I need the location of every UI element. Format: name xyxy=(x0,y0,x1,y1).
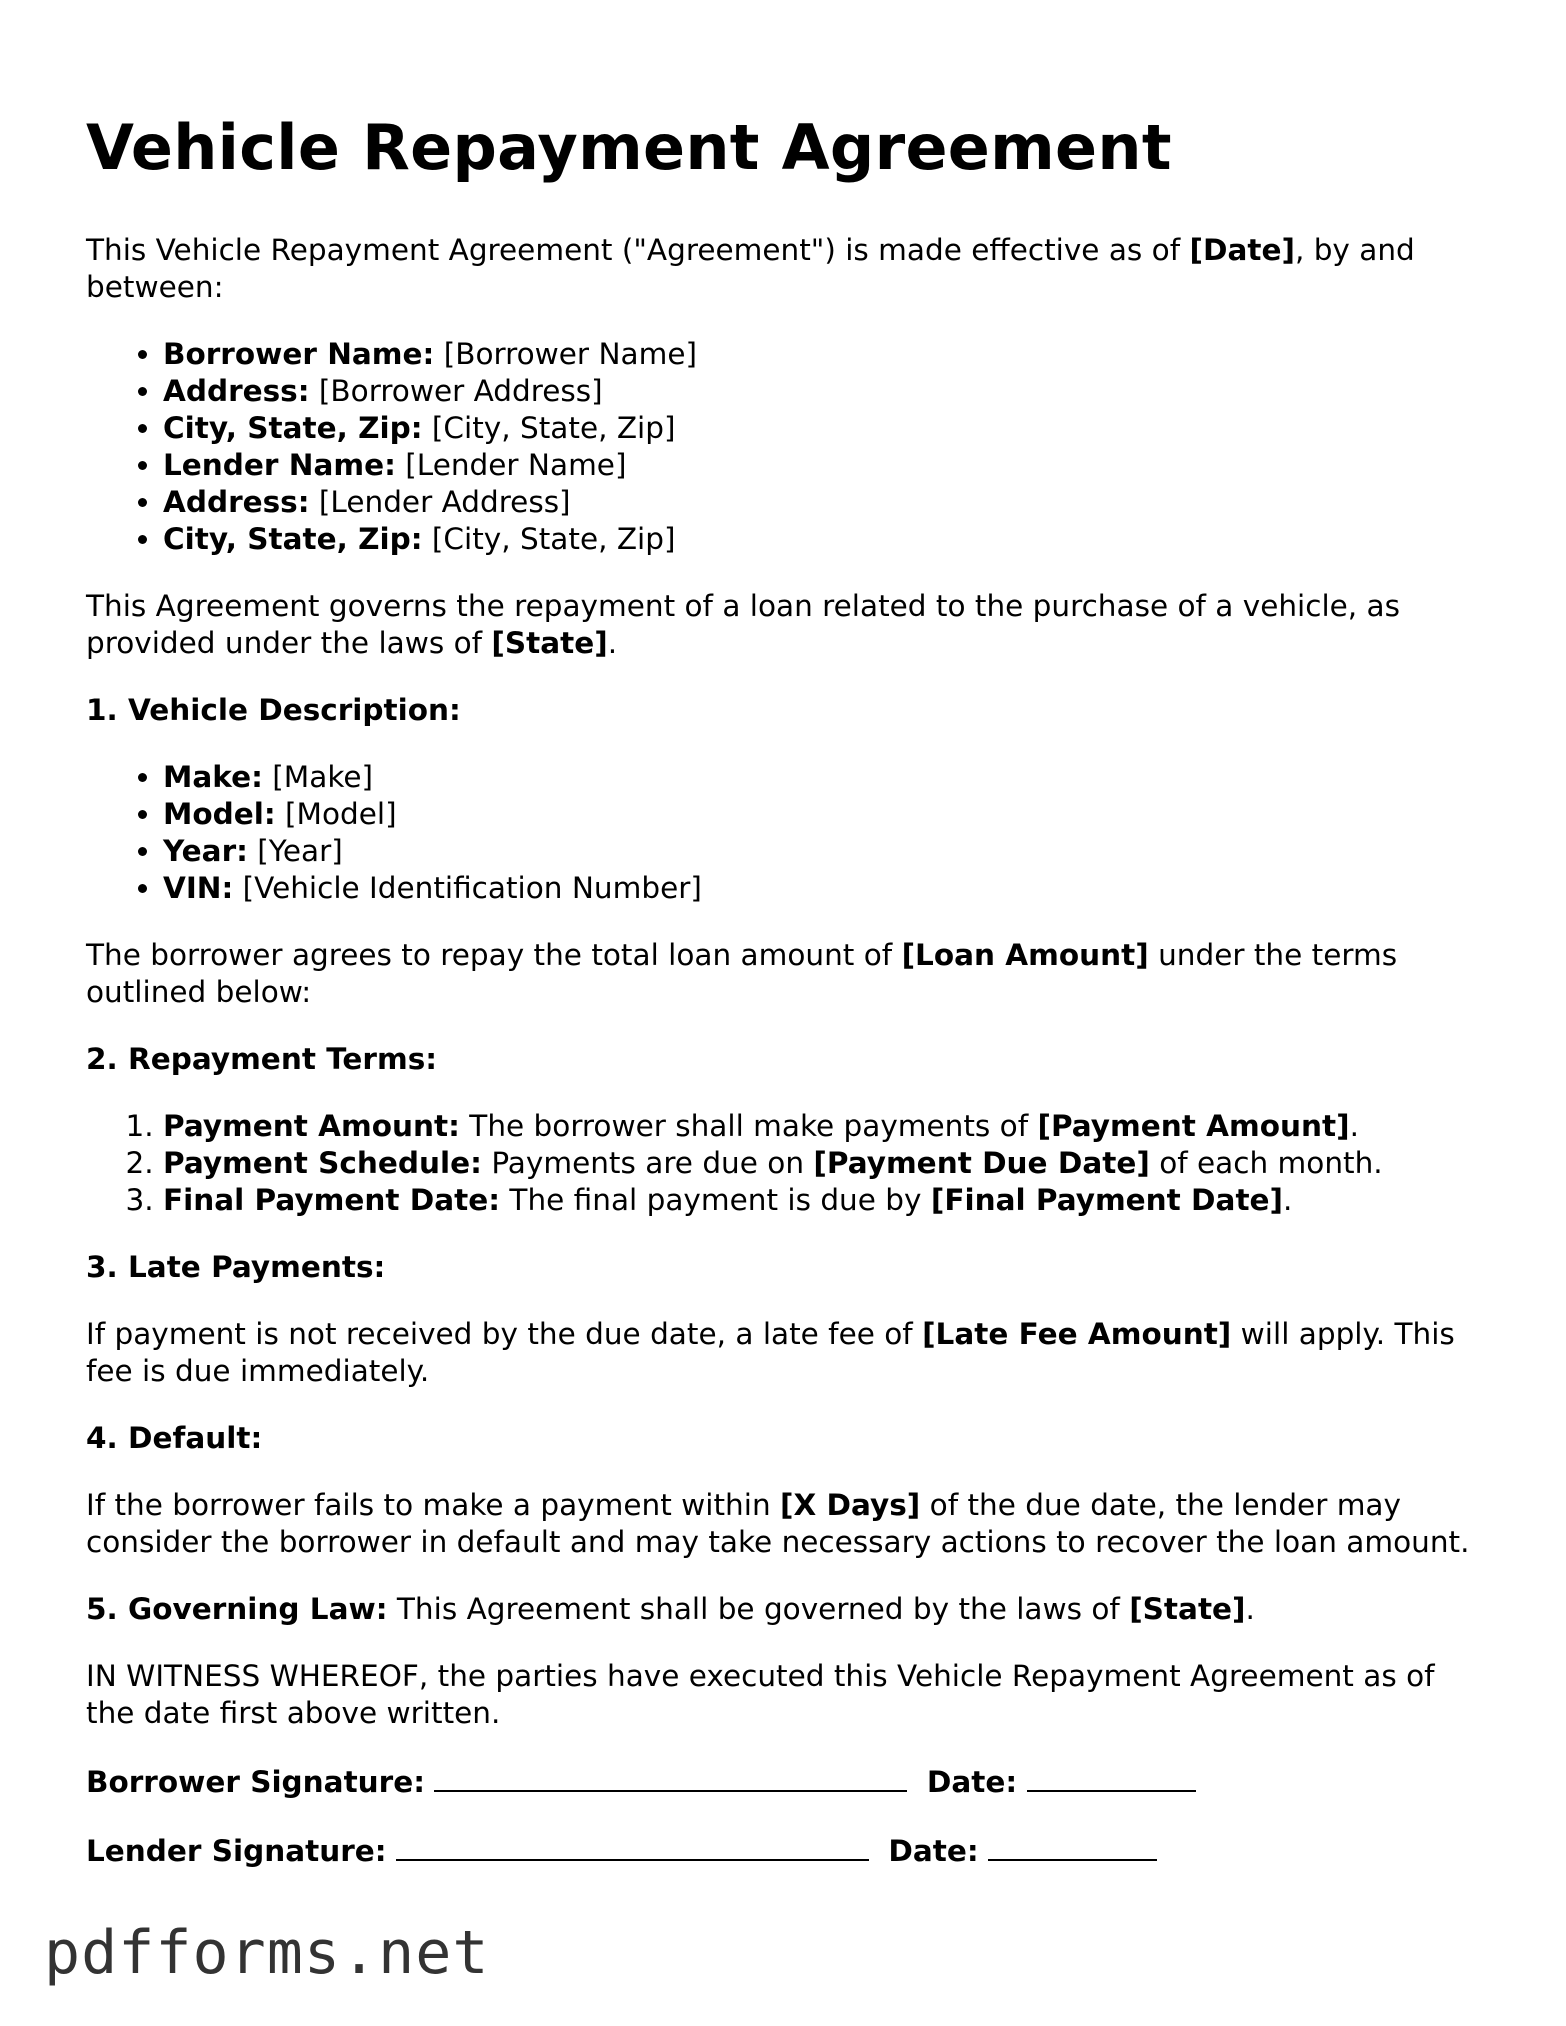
repayment-terms-list xyxy=(86,1108,1486,1219)
parties-list xyxy=(86,336,1486,558)
section-heading-repayment-terms: 2. Repayment Terms: xyxy=(86,1042,438,1076)
late-payments-paragraph: If payment is not received by the due date, a late fee of [Late Fee Amount] will apply. This fee is due immediately. xyxy=(86,1317,1455,1388)
document-page xyxy=(86,108,1486,1900)
lender-date-field[interactable] xyxy=(988,1831,1157,1861)
loan-paragraph: The borrower agrees to repay the total loan amount of [Loan Amount] under the terms outlined below: xyxy=(86,938,1398,1009)
lender-signature-field[interactable] xyxy=(396,1831,869,1861)
list-item: • Address: [Lender Address] xyxy=(163,484,1486,521)
section-heading-late-payments: 3. Late Payments: xyxy=(86,1250,386,1284)
state-placeholder: [State] xyxy=(491,626,608,660)
list-item: • Year: [Year] xyxy=(163,833,1486,870)
list-item: • VIN: [Vehicle Identification Number] xyxy=(163,870,1486,907)
default-paragraph: If the borrower fails to make a payment within [X Days] of the due date, the lender may consider the borrower in default and may take necessary actions to recover the loan amount. xyxy=(86,1488,1470,1559)
watermark: pdfforms.net xyxy=(44,1918,490,1988)
intro-paragraph xyxy=(86,232,1486,306)
lender-date-label: Date: xyxy=(888,1834,979,1868)
borrower-date-field[interactable] xyxy=(1027,1762,1196,1792)
list-item: • Lender Name: [Lender Name] xyxy=(163,447,1486,484)
list-item: • Borrower Name: [Borrower Name] xyxy=(163,336,1486,373)
lender-signature-label: Lender Signature: xyxy=(86,1834,387,1868)
list-item: 2. Payment Schedule: Payments are due on [Payment Due Date] of each month. xyxy=(163,1145,1486,1182)
governing-law-paragraph: 5. Governing Law: This Agreement shall be governed by the laws of [State]. xyxy=(86,1592,1255,1626)
list-item: • Make: [Make] xyxy=(163,759,1486,796)
intro-text-end: , by and between: xyxy=(86,233,1415,304)
list-item: • City, State, Zip: [City, State, Zip] xyxy=(163,410,1486,447)
lender-signature-line xyxy=(86,1831,1486,1870)
section-heading-governing-law: 5. Governing Law: xyxy=(86,1592,388,1626)
document-title: Vehicle Repayment Agreement xyxy=(86,111,1172,184)
witness-paragraph: IN WITNESS WHEREOF, the parties have executed this Vehicle Repayment Agreement as of the date first above written. xyxy=(86,1659,1435,1730)
list-item: 1. Payment Amount: The borrower shall make payments of [Payment Amount]. xyxy=(163,1108,1486,1145)
borrower-signature-line xyxy=(86,1762,1486,1801)
loan-amount-placeholder: [Loan Amount] xyxy=(901,938,1149,972)
list-item: • Address: [Borrower Address] xyxy=(163,373,1486,410)
effective-date-placeholder: [Date] xyxy=(1189,233,1295,267)
vehicle-list xyxy=(86,759,1486,907)
borrower-date-label: Date: xyxy=(926,1765,1018,1799)
borrower-signature-field[interactable] xyxy=(434,1762,907,1792)
list-item: • City, State, Zip: [City, State, Zip] xyxy=(163,521,1486,558)
section-heading-vehicle-description: 1. Vehicle Description: xyxy=(86,693,461,727)
borrower-signature-label: Borrower Signature: xyxy=(86,1765,426,1799)
governs-paragraph: This Agreement governs the repayment of a loan related to the purchase of a vehicle, as provided under the laws of [State]. xyxy=(86,589,1401,660)
section-heading-default: 4. Default: xyxy=(86,1421,263,1455)
list-item: • Model: [Model] xyxy=(163,796,1486,833)
intro-text: This Vehicle Repayment Agreement ("Agreement") is made effective as of xyxy=(86,233,1190,267)
list-item: 3. Final Payment Date: The final payment is due by [Final Payment Date]. xyxy=(163,1182,1486,1219)
